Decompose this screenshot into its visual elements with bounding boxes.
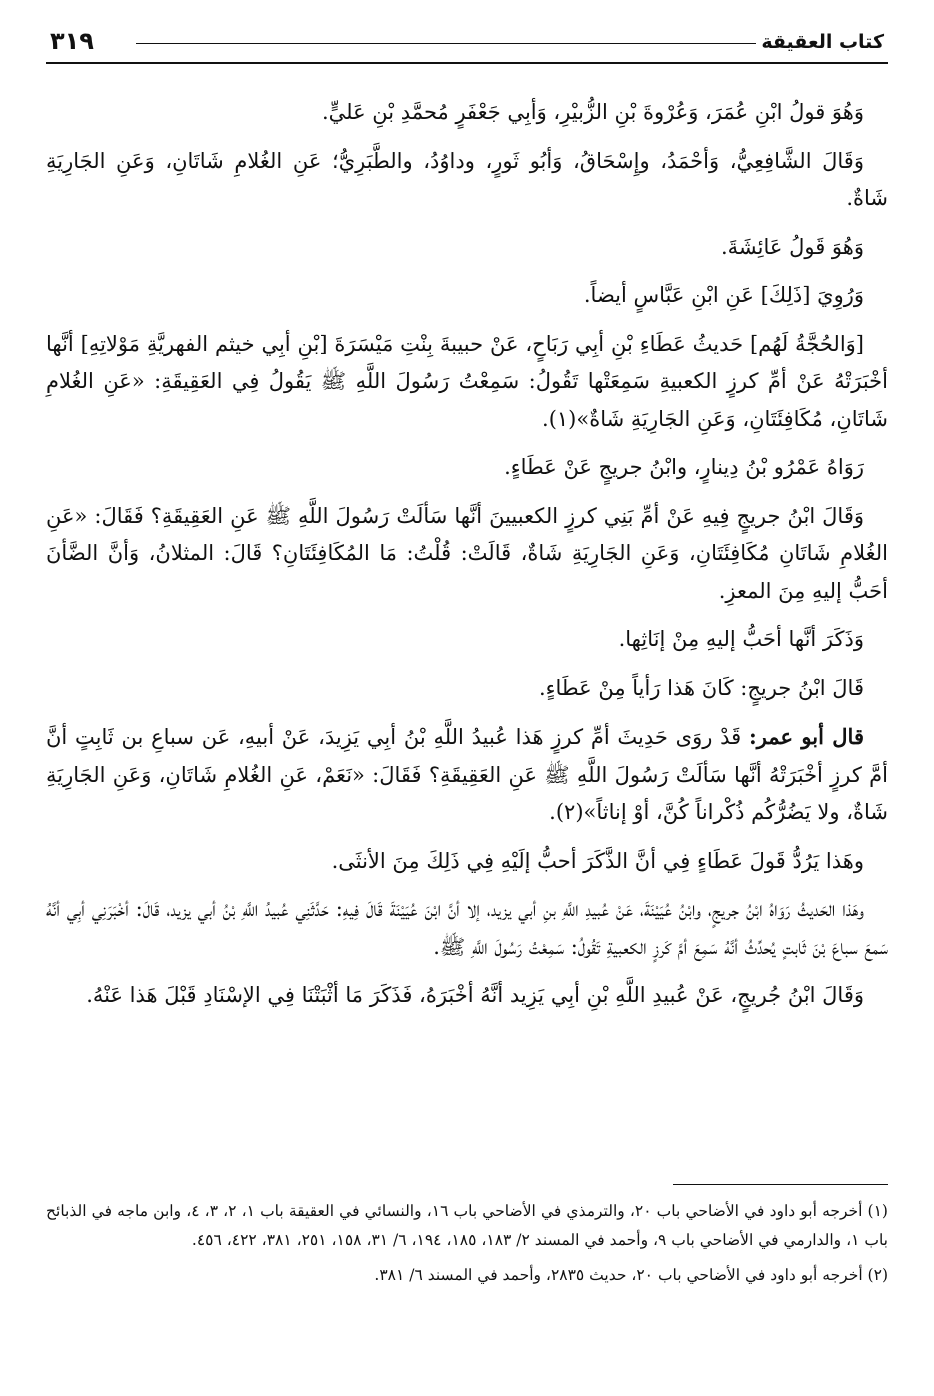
paragraph-text: وَهُوَ قولُ ابْنِ عُمَرَ، وَعُرْوةَ بْنِ الزُّبيْرِ، وَأبِي جَعْفَرٍ مُحمَّدِ بْنِ عَليٍّ. (321, 100, 864, 124)
paragraph-text: وَذَكَرَ أنَّها أحَبُّ إليهِ مِنْ إنَاثِها. (618, 627, 864, 651)
paragraph-8 (46, 621, 888, 659)
paragraph-13 (46, 977, 888, 1015)
page-number: ٣١٩ (50, 27, 94, 55)
paragraph-text: وَقَالَ الشَّافِعِيُّ، وَأحْمَدُ، وإِسْحَاقُ، وَأبُو ثَورٍ، وداوُدُ، والطَّبَرِيُّ؛ عَنِ الغُلامِ شَاتَانِ، وَعَنِ الجَارِيَةِ شَاةٌ. (46, 148, 888, 210)
paragraph-3 (46, 229, 888, 267)
footnote-2: (٢) أخرجه أبو داود في الأضاحي باب ٢٠، حديث ٢٨٣٥، وأحمد في المسند ٦/ ٣٨١. (374, 1266, 888, 1284)
header-rule (136, 43, 756, 44)
footnotes (46, 1197, 888, 1296)
page-header (46, 22, 888, 60)
paragraph-2 (46, 143, 888, 218)
paragraph-text: قَالَ ابْنُ جريجٍ: كَانَ هَذا رَأياً مِنْ عَطَاءٍ. (538, 675, 864, 700)
main-text (46, 94, 888, 1026)
paragraph-7 (46, 498, 888, 611)
paragraph-1 (46, 94, 888, 132)
header-underline (46, 62, 888, 64)
paragraph-text: رَوَاهُ عَمْرُو بْنُ دِينارٍ، وابْنُ جريجٍ عَنْ عَطَاءٍ. (504, 455, 864, 479)
paragraph-text: قَدْ روَى حَدِيثَ أمِّ كرزٍ هَذا عُبيدُ اللَّهِ بْنُ أبِي يَزِيدَ، عَنْ أبيهِ، عَن سباعِ بن ثَابِتٍ أنَّ أمَّ كرزٍ أخْبَرَتْهُ أنَّها سَألَتْ رَسُولَ اللَّهِ ﷺ عَنِ العَقِيقَةِ؟ فَقَالَ: «نَعَمْ، عَنِ الغُلامِ شَاتَانِ، وَعَنِ الجَارِيَةِ شَاةٌ، ولا يَضُرُّكُم ذُكْراناً كُنَّ، أوْ إناثاً»(٢). (46, 725, 888, 824)
paragraph-lead: قال أبو عمر: (748, 724, 864, 749)
paragraph-text: وَرُوِيَ [ذَلِكَ] عَنِ ابْنِ عَبَّاسٍ أيضاً. (583, 283, 864, 307)
paragraph-5 (46, 326, 888, 439)
paragraph-10 (46, 718, 888, 832)
paragraph-text: وهَذا الحَديثُ رَوَاهُ ابْنُ جريجٍ، وابْنُ عُيَيْنَةَ، عَنْ عُبيدِ اللَّهِ بنِ أبي يزيد، إلا أنَّ ابْنَ عُيَيْنَةَ قَالَ فِيهِ: حَدَّثَنِي عُبيدُ اللَّهِ بْنُ أبي يزيد، قَالَ: أخْبَرَنِي أبِي أنَّهُ سَمعَ سباعَ بْنَ ثَابتٍ يُحدِّثُ أنَّهُ سَمِعَ أمَّ كَرزٍ الكعبيةِ تَقُولُ: سَمِعْتُ رَسُولَ اللَّهِ ﷺ. (46, 897, 888, 959)
paragraph-11 (46, 843, 888, 881)
book-page (46, 22, 888, 1372)
chapter-title: كتاب العقيقة (761, 31, 884, 53)
paragraph-9 (46, 670, 888, 708)
paragraph-text: [وَالحُجَّةُ لَهُم] حَديثُ عَطَاءِ بْنِ أبِي رَبَاحٍ، عَنْ حبيبةَ بِنْتِ مَيْسَرَةَ [بْنِ أبِي خيثم الفهريَّةِ مَوْلاتِهِ] أنَّها أخْبَرَتْهُ عَنْ أمِّ كرزٍ الكعبيةِ سَمِعَتْها تَقُولُ: سَمِعْتُ رَسُولَ اللَّهِ ﷺ يَقُولُ فِي العَقِيقَةِ: «عَنِ الغُلامِ شَاتَانِ، مُكَافِئَتَانِ، وَعَنِ الجَارِيَةِ شَاةٌ»(١). (46, 331, 888, 431)
paragraph-text: وَقَالَ ابْنُ جُريجٍ، عَنْ عُبيدِ اللَّهِ بْنِ أبِي يَزِيد أنَّهُ أخْبَرَهُ، فَذَكَرَ مَا أثْبَتْنَا فِي الإسْنَادِ قَبْلَ هَذا عَنْهُ. (86, 983, 864, 1007)
paragraph-text: وَهُوَ قَولُ عَائِشَةَ. (720, 234, 864, 259)
paragraph-text: وهَذا يَرُدُّ قَولَ عَطَاءٍ فِي أنَّ الذَّكَرَ أحبُّ إلَيْهِ فِي ذَلِكَ مِنَ الأنثَى. (331, 848, 864, 873)
footnote-separator (673, 1184, 888, 1185)
paragraph-4 (46, 277, 888, 315)
paragraph-6 (46, 449, 888, 487)
footnote-1: (١) أخرجه أبو داود في الأضاحي باب ٢٠، والترمذي في الأضاحي باب ١٦، والنسائي في العقيقة باب ١، ٢، ٣، ٤، وابن ماجه في الذبائح باب ١، والدارمي في الأضاحي باب ٩، وأحمد في المسند ٢/ ١٨٣، ١٨٥، ١٩٤، ٦/ ٣١، ١٥٨، ٢٥١، ٣٨١، ٤٢٢، ٤٥٦. (46, 1202, 888, 1249)
paragraph-12 (46, 891, 888, 966)
paragraph-text: وَقَالَ ابْنُ جريجٍ فِيهِ عَنْ أمِّ بَنِي كرزٍ الكعبيينَ أنَّها سَألَتْ رَسُولَ اللَّهِ ﷺ عَنِ العَقِيقَةِ؟ فَقَالَ: «عَنِ الغُلامِ شَاتَانِ مُكَافِئَتَانِ، وَعَنِ الجَارِيَةِ شَاةٌ، قَالَتْ: قُلْتُ: مَا المُكَافِئَتَانِ؟ قَالَ: المثلانُ، وَأنَّ الضَّأنَ أحَبُّ إليهِ مِنَ المعزِ. (46, 503, 888, 603)
